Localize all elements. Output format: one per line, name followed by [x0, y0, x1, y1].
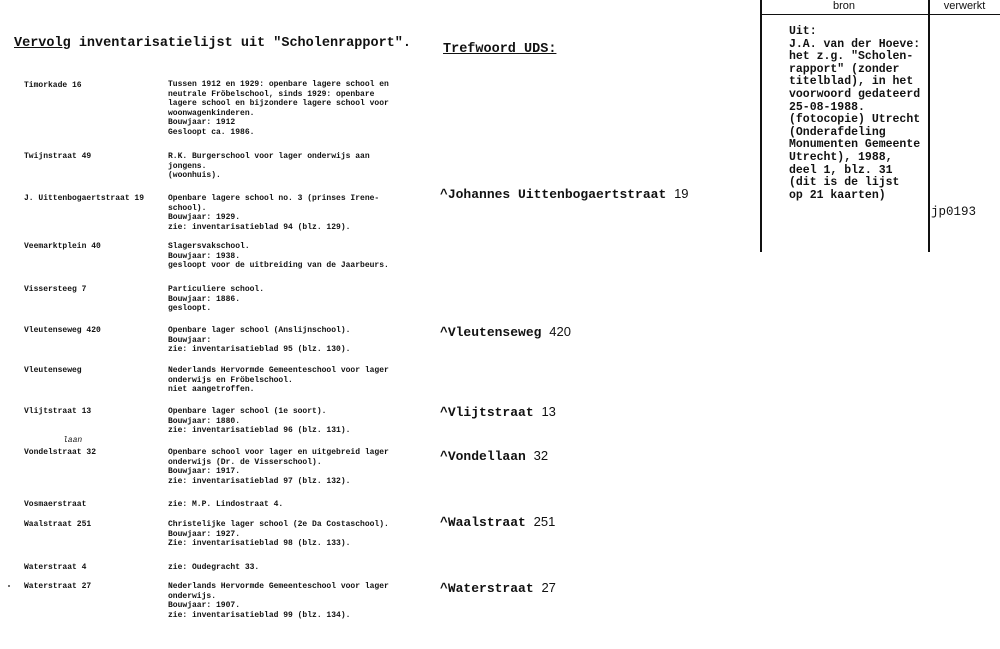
- desc-line: Christelijke lager school (2e Da Costaschool).: [168, 520, 389, 529]
- entry-description: [168, 563, 428, 573]
- desc-line: Slagersvakschool.: [168, 242, 250, 251]
- desc-line: gesloopt.: [168, 304, 212, 313]
- keyword-number: 32: [533, 448, 549, 463]
- source-line: 25-08-1988.: [789, 100, 865, 114]
- desc-line: zie: M.P. Lindostraat 4.: [168, 500, 284, 509]
- desc-line: Gesloopt ca. 1986.: [168, 127, 255, 137]
- keyword-number: 13: [541, 404, 556, 419]
- keyword-number: 27: [541, 580, 556, 595]
- desc-line: Openbare lagere school no. 3 (prinses Irene-: [168, 194, 380, 203]
- source-line: Uit:: [789, 25, 817, 38]
- entry-street: Vosmaerstraat: [24, 500, 87, 509]
- keyword-marker: ^: [440, 449, 448, 464]
- desc-line: (woonhuis).: [168, 171, 221, 180]
- col-header-verwerkt: verwerkt: [943, 0, 986, 12]
- source-line: Utrecht), 1988,: [789, 150, 893, 164]
- entry-description: [168, 285, 428, 314]
- entry-street: Vleutenseweg: [24, 366, 82, 375]
- entry-street: Vlijtstraat 13: [24, 407, 92, 416]
- source-table-divider: [928, 0, 930, 252]
- col-header-bron: bron: [832, 0, 856, 12]
- desc-line: Zie: inventarisatieblad 98 (blz. 133).: [168, 539, 351, 548]
- source-line: J.A. van der Hoeve:: [789, 37, 921, 51]
- entry-street: Waalstraat 251: [24, 520, 92, 529]
- entry-street: Vissersteeg 7: [24, 285, 87, 294]
- desc-line: Bouwjaar:: [168, 335, 212, 345]
- entry-description: [168, 152, 428, 181]
- source-line: het z.g. "Scholen-: [789, 50, 914, 64]
- page-title: [14, 36, 411, 51]
- entry-description: [168, 500, 428, 510]
- desc-line: zie: inventarisatieblad 95 (blz. 130).: [168, 345, 351, 354]
- desc-line: niet aangetroffen.: [168, 385, 255, 394]
- entry-description: [168, 194, 428, 232]
- source-line: (Onderafdeling: [789, 125, 886, 139]
- entry-description: [168, 80, 428, 137]
- entry-description: [168, 366, 428, 395]
- desc-line: Bouwjaar: 1938.: [168, 251, 241, 261]
- handwritten-annotation: laan: [63, 436, 83, 445]
- entry-description: [168, 448, 428, 486]
- keyword-text: Waalstraat: [447, 515, 526, 530]
- desc-line: Bouwjaar: 1927.: [168, 529, 241, 539]
- entry-description: [168, 242, 428, 271]
- desc-line: gesloopt voor de uitbreiding van de Jaarbeurs.: [168, 261, 389, 270]
- scan-speck: [8, 585, 10, 587]
- desc-line: onderwijs (Dr. de Visserschool).: [168, 457, 322, 467]
- desc-line: Openbare school voor lager en uitgebreid lager: [168, 448, 389, 457]
- uds-keyword: [440, 448, 548, 464]
- desc-line: Openbare lager school (Anslijnschool).: [168, 326, 351, 335]
- entry-description: [168, 582, 428, 620]
- entry-description: [168, 407, 428, 436]
- desc-line: zie: Oudegracht 33.: [168, 563, 260, 572]
- desc-line: zie: inventarisatieblad 96 (blz. 131).: [168, 426, 351, 435]
- entry-street: Veemarktplein 40: [24, 242, 101, 251]
- entry-street: Vondelstraat 32: [24, 448, 97, 457]
- source-line: titelblad), in het: [789, 75, 914, 89]
- source-line: op 21 kaarten): [789, 188, 886, 202]
- uds-keyword-header: Trefwoord UDS:: [443, 42, 557, 57]
- desc-line: Bouwjaar: 1907.: [168, 601, 241, 610]
- source-line: rapport" (zonder: [789, 62, 900, 76]
- keyword-number: 19: [674, 186, 689, 201]
- desc-line: Nederlands Hervormde Gemeenteschool voor lager: [168, 366, 389, 375]
- entry-description: [168, 326, 428, 355]
- entry-street: Timorkade 16: [24, 81, 82, 90]
- title-rest: inventarisatielijst uit "Scholenrapport".: [70, 36, 411, 51]
- source-line: deel 1, blz. 31: [789, 163, 893, 177]
- entry-street: Waterstraat 4: [24, 563, 87, 572]
- desc-line: Bouwjaar: 1886.: [168, 294, 241, 304]
- keyword-marker: ^: [440, 581, 448, 596]
- uds-keyword: [440, 580, 556, 596]
- desc-line: neutrale Fröbelschool, sinds 1929: openbare: [168, 89, 375, 99]
- uds-keyword: [440, 186, 689, 202]
- desc-line: onderwijs.: [168, 591, 217, 601]
- keyword-text: Vondellaan: [447, 449, 526, 464]
- source-citation: [789, 26, 920, 202]
- desc-line: zie: inventarisatieblad 97 (blz. 132).: [168, 476, 351, 486]
- keyword-text: Waterstraat: [447, 581, 534, 596]
- keyword-marker: ^: [440, 405, 448, 420]
- uds-keyword: [440, 514, 555, 530]
- desc-line: jongens.: [168, 161, 207, 171]
- uds-keyword: [440, 404, 556, 420]
- desc-line: Bouwjaar: 1880.: [168, 416, 241, 426]
- keyword-number: 420: [549, 324, 571, 339]
- desc-line: zie: inventarisatieblad 99 (blz. 134).: [168, 610, 351, 620]
- desc-line: Openbare lager school (1e soort).: [168, 407, 327, 416]
- desc-line: woonwagenkinderen.: [168, 108, 255, 118]
- entry-description: [168, 520, 428, 549]
- desc-line: onderwijs en Fröbelschool.: [168, 375, 293, 385]
- keyword-text: Vlijtstraat: [447, 405, 534, 420]
- source-line: (fotocopie) Utrecht: [789, 113, 921, 127]
- entry-street: Twijnstraat 49: [24, 152, 92, 161]
- desc-line: zie: inventarisatieblad 94 (blz. 129).: [168, 222, 351, 232]
- source-table-header-line: [760, 14, 1000, 15]
- desc-line: school).: [168, 203, 207, 213]
- desc-line: Nederlands Hervormde Gemeenteschool voor lager: [168, 582, 389, 591]
- keyword-text: Johannes Uittenbogaertstraat: [447, 187, 667, 202]
- desc-line: Particuliere school.: [168, 285, 265, 294]
- desc-line: R.K. Burgerschool voor lager onderwijs aan: [168, 152, 370, 161]
- source-line: (dit is de lijst: [789, 176, 900, 190]
- desc-line: Bouwjaar: 1917.: [168, 467, 241, 476]
- desc-line: lagere school en bijzondere lagere school voor: [168, 99, 389, 108]
- keyword-text: Vleutenseweg: [447, 325, 542, 340]
- entry-street: J. Uittenbogaertstraat 19: [24, 194, 145, 203]
- uds-keyword: [440, 324, 571, 340]
- desc-line: Tussen 1912 en 1929: openbare lagere school en: [168, 80, 389, 89]
- entry-street: Vleutenseweg 420: [24, 326, 101, 335]
- title-underlined: Vervolg: [14, 36, 71, 51]
- keyword-marker: ^: [440, 187, 448, 202]
- processed-ref-code: jp0193: [931, 205, 977, 219]
- entry-street: Waterstraat 27: [24, 582, 92, 591]
- keyword-marker: ^: [440, 325, 448, 340]
- source-table-left-border: [760, 0, 762, 252]
- keyword-marker: ^: [440, 515, 448, 530]
- desc-line: Bouwjaar: 1912: [168, 118, 236, 127]
- keyword-number: 251: [533, 514, 556, 529]
- source-line: voorwoord gedateerd: [789, 87, 921, 101]
- source-line: Monumenten Gemeente: [789, 138, 921, 152]
- desc-line: Bouwjaar: 1929.: [168, 213, 241, 222]
